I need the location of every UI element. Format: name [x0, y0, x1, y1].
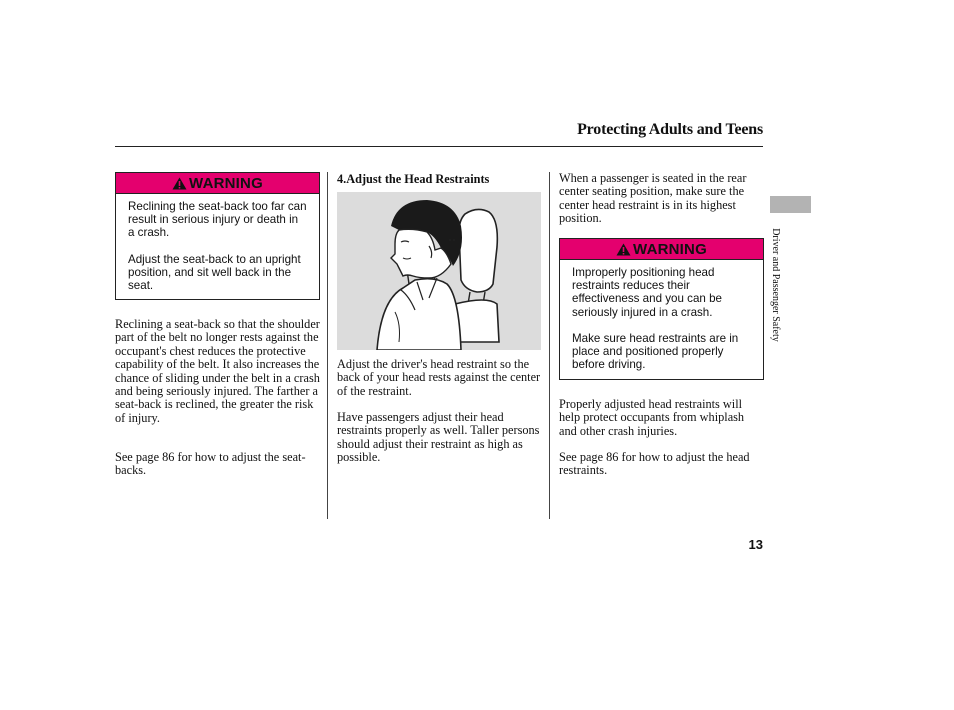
warning-triangle-icon [616, 243, 631, 256]
body-paragraph: Adjust the driver's head restraint so the back of your head rests against the center of the restraint. [337, 357, 541, 398]
section-tab-label: Driver and Passenger Safety [770, 228, 781, 342]
head-restraint-figure [337, 192, 541, 350]
warning-triangle-icon [172, 177, 187, 190]
body-paragraph: Properly adjusted head restraints will help protect occupants from whiplash and other crash injuries. [559, 397, 745, 438]
warning-text: Make sure head restraints are in place and positioned properly before driving. [572, 331, 739, 372]
warning-label: WARNING [633, 240, 707, 258]
warning-text: Adjust the seat-back to an upright position, and sit well back in the seat. [128, 252, 301, 293]
warning-header [116, 173, 319, 194]
warning-label: WARNING [189, 174, 263, 192]
warning-box-head-restraints [559, 238, 764, 380]
warning-text: Improperly positioning head restraints reduces their effectiveness and you can be seriously injured in a crash. [572, 266, 722, 319]
body-paragraph: See page 86 for how to adjust the seat-backs. [115, 450, 306, 478]
warning-text: Reclining the seat-back too far can result in serious injury or death in a crash. [128, 200, 307, 240]
body-paragraph: When a passenger is seated in the rear center seating position, make sure the center head restraint is in its highest position. [559, 171, 747, 226]
page-title: Protecting Adults and Teens [577, 121, 763, 138]
body-paragraph: Have passengers adjust their head restraints properly as well. Taller persons should adjust their restraint as high as possible. [337, 410, 540, 465]
body-paragraph: See page 86 for how to adjust the head restraints. [559, 450, 750, 478]
page-number: 13 [748, 537, 763, 552]
column-divider-2 [549, 172, 550, 519]
warning-box-seatback [115, 172, 320, 300]
warning-header [560, 239, 763, 260]
body-paragraph: Reclining a seat-back so that the shoulder part of the belt no longer rests against the occupant's chest reduces the protective capability of the belt. It also increases the chance of sliding under the belt in a crash and being seriously injured. The farther a seat-back is reclined, the greater the risk of injury. [115, 317, 320, 425]
title-rule [115, 146, 763, 147]
section-heading: 4.Adjust the Head Restraints [337, 172, 490, 186]
column-divider-1 [327, 172, 328, 519]
driver-head-restraint-illustration [337, 192, 541, 350]
